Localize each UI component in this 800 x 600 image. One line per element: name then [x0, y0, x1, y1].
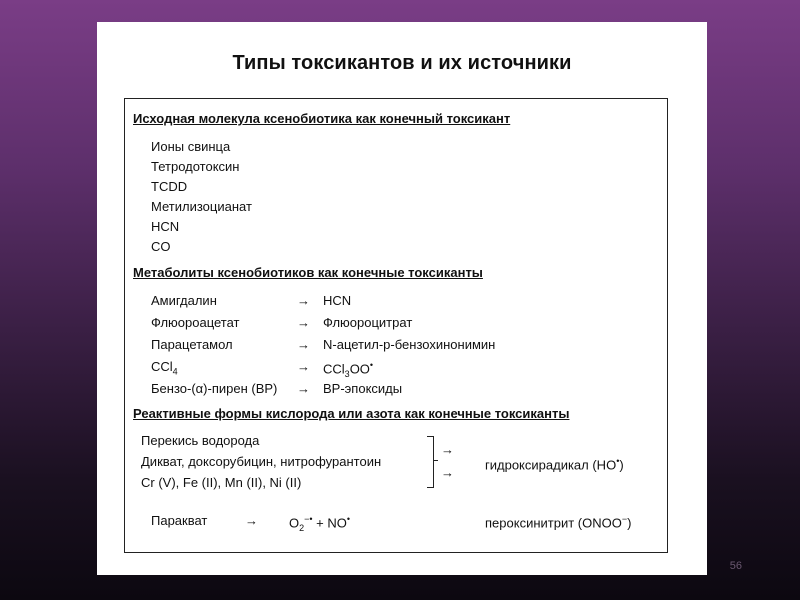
list-item: TCDD	[151, 179, 188, 194]
arrow-icon: →	[297, 381, 310, 396]
ros-source: Дикват, доксорубицин, нитрофурантоин	[141, 454, 382, 469]
metabolite-source: Парацетамол	[151, 337, 233, 352]
arrow-icon: →	[441, 465, 454, 480]
list-item: CO	[151, 239, 171, 254]
list-item: Тетродотоксин	[151, 159, 240, 174]
list-item: HCN	[151, 219, 180, 234]
arrow-icon: →	[245, 513, 258, 528]
section-header-metabolites: Метаболиты ксенобиотиков как конечные токсиканты	[133, 265, 483, 280]
arrow-icon: →	[297, 293, 310, 308]
paraquat-source: Паракват	[151, 513, 208, 528]
metabolite-source: CCl$_4$	[151, 359, 178, 377]
brace-tip	[433, 460, 438, 461]
slide-number: 56	[729, 560, 742, 572]
metabolite-source: Амигдалин	[151, 293, 217, 308]
arrow-icon: →	[297, 315, 310, 330]
list-item: Ионы свинца	[151, 139, 231, 154]
ros-source: Cr (V), Fe (II), Mn (II), Ni (II)	[141, 475, 302, 490]
arrow-icon: →	[297, 337, 310, 352]
slide	[97, 22, 707, 575]
metabolite-source: Бензо-(α)-пирен (BP)	[151, 381, 278, 396]
slide-title: Типы токсикантов и их источники	[232, 52, 572, 74]
metabolite-product: N-ацетил-p-бензохинонимин	[323, 337, 496, 352]
ros-source: Перекись водорода	[141, 433, 260, 448]
section-header-reactive-species: Реактивные формы кислорода или азота как конечные токсиканты	[133, 406, 570, 421]
arrow-icon: →	[297, 359, 310, 374]
paraquat-product: пероксинитрит (ONOO−)	[485, 514, 632, 531]
metabolite-product: HCN	[323, 293, 352, 308]
metabolite-product: BP-эпоксиды	[323, 381, 403, 396]
metabolite-source: Флюороацетат	[151, 315, 240, 330]
metabolite-product: Флюороцитрат	[323, 315, 413, 330]
arrow-icon: →	[441, 442, 454, 457]
section-header-parent-molecule: Исходная молекула ксенобиотика как конечный токсикант	[133, 111, 511, 126]
paraquat-intermediates: $O_2^{-•} + NO^•$	[289, 514, 351, 533]
ros-product: гидроксирадикал (HO•)	[485, 456, 624, 473]
list-item: Метилизоцианат	[151, 199, 252, 214]
metabolite-product: CCl$_3$OO•	[323, 360, 374, 379]
brace-icon	[427, 436, 434, 488]
toxicant-table	[124, 98, 668, 553]
